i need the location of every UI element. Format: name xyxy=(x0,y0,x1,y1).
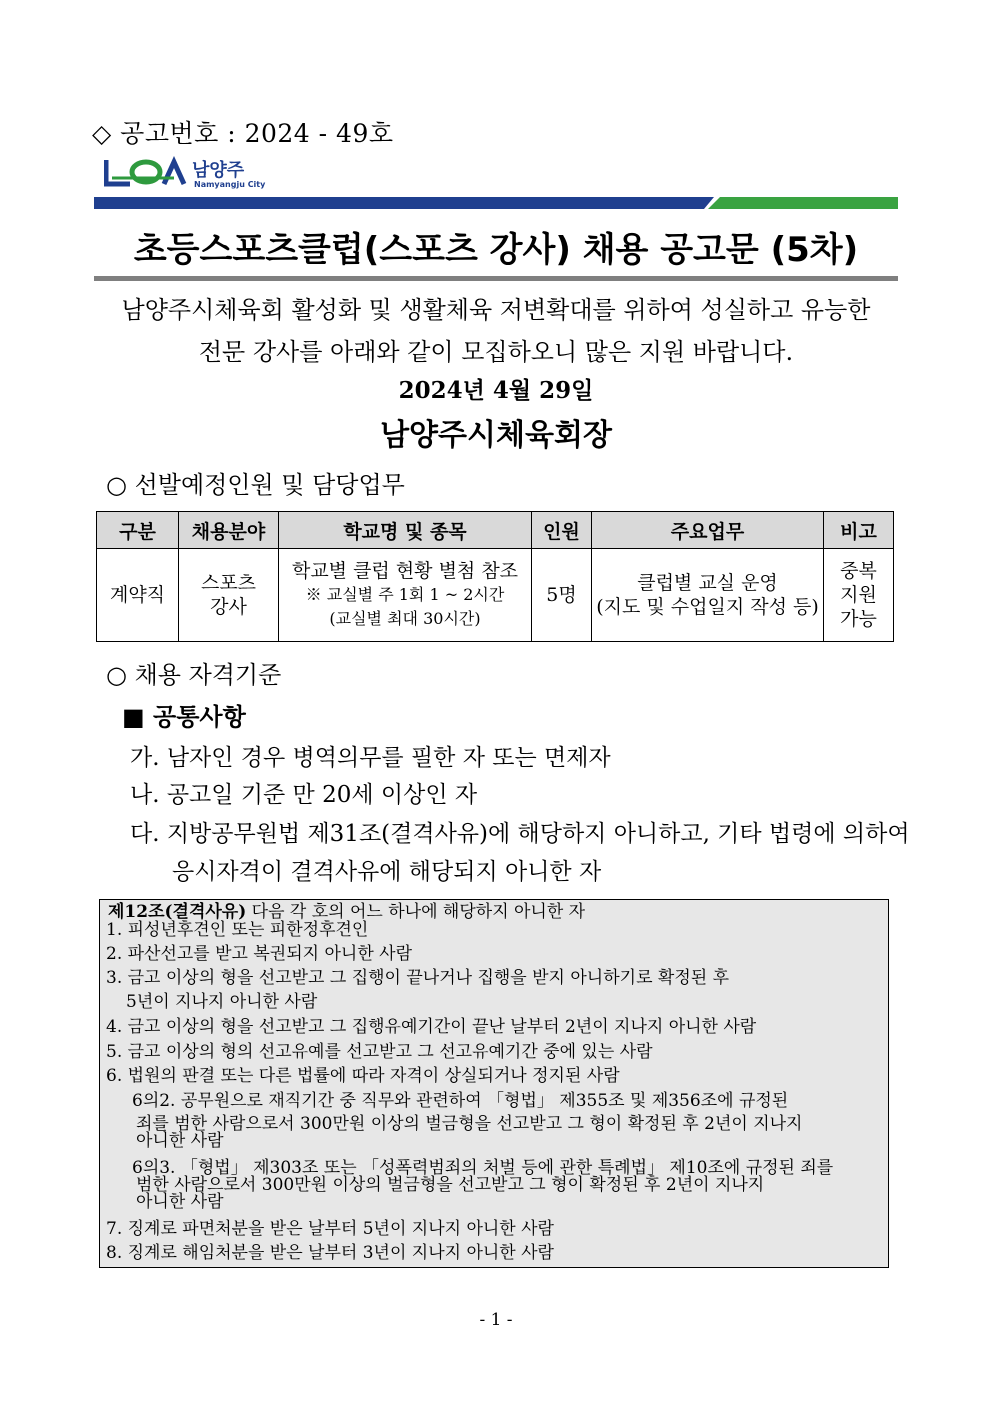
cell-school-line: ※ 교실별 주 1회 1 ~ 2시간 xyxy=(305,585,505,604)
intro-line-2: 전문 강사를 아래와 같이 모집하오니 많은 지원 바랍니다. xyxy=(198,338,794,366)
list-item: 가. 남자인 경우 병역의무를 필한 자 또는 면제자 xyxy=(130,745,611,771)
cell-field-line: 스포츠 xyxy=(200,572,257,594)
cell-duty-line: (지도 및 수업일지 작성 등) xyxy=(596,596,819,618)
list-item-continued: 응시자격이 결격사유에 해당되지 아니한 자 xyxy=(172,859,602,885)
law-line: 6의2. 공무원으로 재직기간 중 직무와 관련하여 「형법」 제355조 및 제356조에 규정된 xyxy=(132,1091,789,1111)
list-item: 다. 지방공무원법 제31조(결격사유)에 해당하지 아니하고, 기타 법령에 의하여 xyxy=(130,821,910,847)
col-header-school: 학교명 및 종목 xyxy=(279,512,532,549)
page-number: - 1 - xyxy=(479,1310,513,1330)
logo-korean-text: 남양주 xyxy=(192,160,245,181)
cell-duty xyxy=(592,549,824,642)
law-line: 아니한 사람 xyxy=(136,1192,224,1212)
cell-note-line: 지원 xyxy=(840,584,877,606)
namyangju-logo-icon xyxy=(104,156,188,190)
cell-school-line: 학교별 클럽 현황 별첨 참조 xyxy=(291,560,519,582)
logo-english-text: Namyangju City xyxy=(194,180,266,189)
header-color-band xyxy=(94,197,898,209)
law-line: 7. 징계로 파면처분을 받은 날부터 5년이 지나지 아니한 사람 xyxy=(106,1219,554,1239)
section-heading-qualifications: ○ 채용 자격기준 xyxy=(106,661,282,689)
cell-count: 5명 xyxy=(532,549,592,642)
intro-line-1: 남양주시체육회 활성화 및 생활체육 저변확대를 위하여 성실하고 유능한 xyxy=(121,296,871,324)
title-divider xyxy=(94,276,898,281)
law-title-bold: 제12조(결격사유) xyxy=(108,902,247,922)
disqualification-law-box xyxy=(99,899,889,1268)
list-item: 나. 공고일 기준 만 20세 이상인 자 xyxy=(130,782,478,808)
table-row xyxy=(97,549,894,642)
cell-duty-line: 클럽별 교실 운영 xyxy=(637,572,778,594)
law-line: 1. 피성년후견인 또는 피한정후견인 xyxy=(106,920,369,940)
law-line: 6. 법원의 판결 또는 다른 법률에 따라 자격이 상실되거나 정지된 사람 xyxy=(106,1066,620,1086)
cell-category: 계약직 xyxy=(97,549,179,642)
law-line: 5년이 지나지 아니한 사람 xyxy=(126,992,318,1012)
law-line: 4. 금고 이상의 형을 선고받고 그 집행유예기간이 끝난 날부터 2년이 지나지 아니한 사람 xyxy=(106,1017,757,1037)
col-header-category: 구분 xyxy=(97,512,179,549)
law-line: 8. 징계로 해임처분을 받은 날부터 3년이 지나지 아니한 사람 xyxy=(106,1243,554,1263)
cell-school xyxy=(279,549,532,642)
col-header-count: 인원 xyxy=(532,512,592,549)
law-line: 아니한 사람 xyxy=(136,1131,224,1151)
table-header-row xyxy=(97,512,894,549)
col-header-note: 비고 xyxy=(824,512,894,549)
law-line: 죄를 범한 사람으로서 300만원 이상의 벌금형을 선고받고 그 형이 확정된 후 2년이 지나지 xyxy=(136,1114,803,1134)
cell-school-line: (교실별 최대 30시간) xyxy=(329,609,481,628)
section-heading-recruitment: ○ 선발예정인원 및 담당업무 xyxy=(106,471,405,499)
law-line: 범한 사람으로서 300만원 이상의 벌금형을 선고받고 그 형이 확정된 후 2년이 지나지 xyxy=(136,1175,765,1195)
page-title: 초등스포츠클럽(스포츠 강사) 채용 공고문 (5차) xyxy=(133,230,859,270)
organization-head: 남양주시체육회장 xyxy=(380,418,612,453)
cell-note-line: 가능 xyxy=(840,608,877,630)
law-line: 5. 금고 이상의 형의 선고유예를 선고받고 그 선고유예기간 중에 있는 사람 xyxy=(106,1042,653,1062)
law-line: 6의3. 「형법」 제303조 또는 「성폭력범죄의 처벌 등에 관한 특례법」 제10조에 규정된 죄를 xyxy=(132,1158,834,1178)
cell-note xyxy=(824,549,894,642)
law-line: 3. 금고 이상의 형을 선고받고 그 집행이 끝나거나 집행을 받지 아니하기로 확정된 후 xyxy=(106,968,729,988)
cell-field xyxy=(179,549,279,642)
announcement-date: 2024년 4월 29일 xyxy=(398,377,594,404)
notice-number: ◇ 공고번호 : 2024 - 49호 xyxy=(92,119,394,148)
col-header-duty: 주요업무 xyxy=(592,512,824,549)
recruitment-table xyxy=(96,511,894,642)
cell-note-line: 중복 xyxy=(840,560,877,582)
col-header-field: 채용분야 xyxy=(179,512,279,549)
law-title-rest: 다음 각 호의 어느 하나에 해당하지 아니한 자 xyxy=(246,902,586,922)
law-line: 2. 파산선고를 받고 복권되지 아니한 사람 xyxy=(106,944,412,964)
cell-field-line: 강사 xyxy=(210,596,247,618)
subheading-common: ■ 공통사항 xyxy=(122,702,246,731)
city-logo xyxy=(104,154,274,194)
